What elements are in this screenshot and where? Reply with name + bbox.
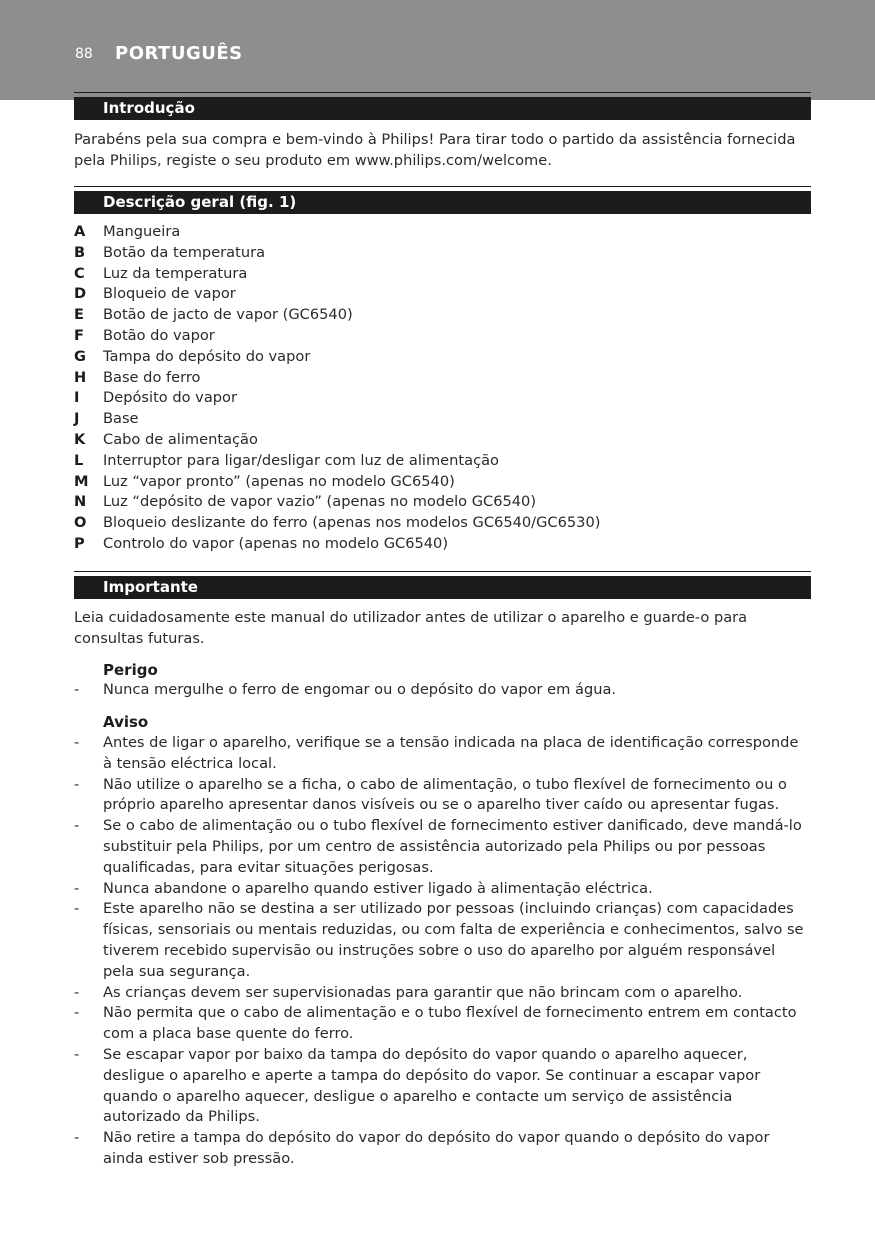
bullet-text: Se escapar vapor por baixo da tampa do depósito do vapor quando o aparelho aquecer, desligue o aparelho e aperte a tampa do depósito do vapor. Se continuar a escapar vapor quando o aparelho aquecer, desligue o aparelho e contacte um serviço de assistência autorizado da Philips. — [103, 1045, 761, 1126]
item-label: Botão de jacto de vapor (GC6540) — [103, 306, 353, 324]
item-letter: B — [74, 243, 86, 261]
list-item — [74, 264, 811, 285]
item-label: Base do ferro — [103, 368, 201, 386]
item-letter: H — [74, 368, 87, 386]
item-label: Luz da temperatura — [103, 264, 248, 282]
parts-list — [74, 222, 811, 555]
bullet-dash: - — [74, 775, 80, 793]
list-item — [74, 368, 811, 389]
item-label: Botão da temperatura — [103, 243, 266, 261]
bullet-text: Nunca mergulhe o ferro de engomar ou o depósito do vapor em água. — [103, 681, 617, 698]
item-label: Luz “vapor pronto” (apenas no modelo GC6540) — [103, 472, 455, 490]
bullet-dash: - — [74, 681, 80, 698]
list-item — [74, 1045, 811, 1128]
item-label: Controlo do vapor (apenas no modelo GC6540) — [103, 534, 449, 552]
bullet-dash: - — [74, 900, 80, 918]
list-item — [74, 513, 811, 534]
item-label: Interruptor para ligar/desligar com luz de alimentação — [103, 451, 499, 469]
bullet-dash: - — [74, 1004, 80, 1022]
aviso-list — [74, 733, 811, 1170]
item-label: Mangueira — [103, 223, 181, 240]
bullet-text: Nunca abandone o aparelho quando estiver ligado à alimentação eléctrica. — [103, 879, 653, 897]
aviso-heading: Aviso — [103, 713, 149, 731]
list-item — [74, 899, 811, 982]
list-item — [74, 472, 811, 493]
bullet-text: Não utilize o aparelho se a ficha, o cabo de alimentação, o tubo flexível de fornecimento ou o próprio aparelho apresentar danos visíveis ou se o aparelho tiver caído ou apresentar fugas. — [103, 775, 787, 814]
section-rule — [74, 92, 811, 93]
item-label: Cabo de alimentação — [103, 430, 258, 448]
bullet-dash: - — [74, 734, 80, 751]
list-item — [74, 284, 811, 305]
importante-paragraph: Leia cuidadosamente este manual do utilizador antes de utilizar o aparelho e guarde-o para consultas futuras. — [74, 609, 748, 647]
section-heading-descricao: Descrição geral (fig. 1) — [74, 191, 811, 214]
item-letter: C — [74, 264, 85, 282]
list-item — [74, 534, 811, 555]
list-item — [74, 409, 811, 430]
list-item — [74, 816, 811, 878]
item-label: Bloqueio de vapor — [103, 285, 236, 303]
item-label: Depósito do vapor — [103, 389, 237, 407]
section-heading-introducao: Introdução — [74, 97, 811, 120]
page-number: 88 — [75, 46, 93, 62]
list-item — [74, 775, 811, 817]
list-item — [74, 347, 811, 368]
list-item — [74, 243, 811, 264]
item-letter: A — [74, 223, 86, 240]
perigo-heading: Perigo — [103, 661, 158, 679]
item-letter: D — [74, 285, 87, 303]
item-letter: L — [74, 451, 84, 469]
item-letter: N — [74, 493, 87, 511]
item-label: Tampa do depósito do vapor — [103, 347, 311, 365]
item-letter: G — [74, 347, 86, 365]
bullet-text: Não retire a tampa do depósito do vapor do depósito do vapor quando o depósito do vapor ainda estiver sob pressão. — [103, 1129, 770, 1167]
item-label: Base — [103, 410, 139, 428]
list-item — [74, 680, 811, 701]
item-letter: M — [74, 472, 89, 490]
bullet-text: Se o cabo de alimentação ou o tubo flexível de fornecimento estiver danificado, deve mandá-lo substituir pela Philips, por um centro de assistência autorizado pela Philips ou por pessoas qualificadas, para evitar situações perigosas. — [103, 817, 802, 876]
item-label: Botão do vapor — [103, 326, 215, 344]
bullet-dash: - — [74, 817, 80, 835]
list-item — [74, 305, 811, 326]
page-header — [0, 0, 875, 100]
item-letter: P — [74, 534, 85, 552]
item-letter: E — [74, 306, 84, 324]
section-rule — [74, 571, 811, 572]
perigo-list — [74, 680, 811, 701]
item-label: Luz “depósito de vapor vazio” (apenas no modelo GC6540) — [103, 493, 537, 511]
item-letter: O — [74, 514, 87, 532]
list-item — [74, 1003, 811, 1045]
bullet-text: Antes de ligar o aparelho, verifique se a tensão indicada na placa de identificação corresponde à tensão eléctrica local. — [103, 734, 799, 772]
item-letter: I — [74, 389, 80, 407]
list-item — [74, 492, 811, 513]
list-item — [74, 879, 811, 900]
intro-paragraph: Parabéns pela sua compra e bem-vindo à Philips! Para tirar todo o partido da assistência fornecida pela Philips, registe o seu produto em www.philips.com/welcome. — [74, 131, 796, 169]
list-item — [74, 1128, 811, 1170]
list-item — [74, 430, 811, 451]
list-item — [74, 222, 811, 243]
bullet-dash: - — [74, 1045, 80, 1063]
list-item — [74, 983, 811, 1004]
bullet-dash: - — [74, 879, 80, 897]
item-letter: J — [74, 410, 80, 428]
list-item — [74, 388, 811, 409]
section-rule — [74, 186, 811, 187]
bullet-dash: - — [74, 983, 80, 1001]
item-label: Bloqueio deslizante do ferro (apenas nos modelos GC6540/GC6530) — [103, 514, 601, 532]
list-item — [74, 451, 811, 472]
bullet-dash: - — [74, 1129, 80, 1147]
bullet-text: Não permita que o cabo de alimentação e o tubo flexível de fornecimento entrem em contacto com a placa base quente do ferro. — [103, 1004, 797, 1043]
bullet-text: As crianças devem ser supervisionadas para garantir que não brincam com o aparelho. — [103, 983, 743, 1001]
language-title: PORTUGUÊS — [115, 43, 243, 64]
item-letter: K — [74, 430, 86, 448]
list-item — [74, 326, 811, 347]
section-heading-importante: Importante — [74, 576, 811, 599]
list-item — [74, 733, 811, 775]
item-letter: F — [74, 326, 84, 344]
bullet-text: Este aparelho não se destina a ser utilizado por pessoas (incluindo crianças) com capacidades físicas, sensoriais ou mentais reduzidas, ou com falta de experiência e conhecimentos, salvo se tiverem recebido supervisão ou instruções sobre o uso do aparelho por alguém responsável pela sua segurança. — [103, 900, 804, 980]
